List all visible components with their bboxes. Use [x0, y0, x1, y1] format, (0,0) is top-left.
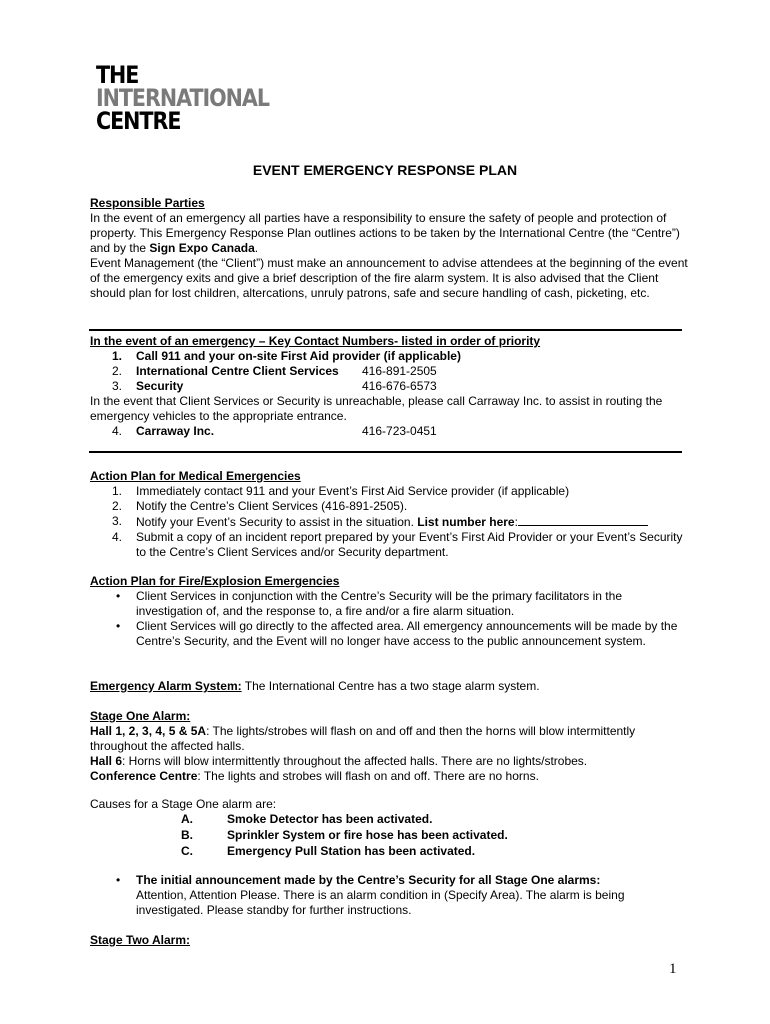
bullet-icon: • — [116, 619, 121, 633]
cause-letter: A. — [181, 812, 193, 826]
conference-label: Conference Centre — [90, 769, 198, 783]
step-tail: : — [514, 515, 518, 529]
contact-label: Call 911 and your on-site First Aid provider (if applicable) — [136, 349, 461, 363]
announcement-heading: The initial announcement made by the Centre’s Security for all Stage One alarms: — [136, 873, 601, 887]
responsible-parties-paragraph-1 — [90, 211, 690, 256]
contact-phone: 416-723-0451 — [362, 424, 437, 438]
bullet-icon: • — [116, 589, 121, 603]
step-index: 4. — [112, 530, 123, 544]
stage-two-section — [90, 933, 690, 948]
divider — [89, 329, 682, 331]
fire-bullet — [90, 619, 690, 649]
causes-intro: Causes for a Stage One alarm are: — [90, 797, 277, 811]
divider — [89, 451, 682, 453]
contact-item — [90, 379, 690, 394]
list-number-label: List number here — [417, 515, 515, 529]
medical-step — [90, 484, 690, 499]
logo-line-the: THE — [96, 61, 139, 89]
client-name: Sign Expo Canada — [149, 241, 255, 255]
step-text: Submit a copy of an incident report prepared by your Event’s First Aid Provider or your Event’s Security to the Centre’s Client Services and/or Security department. — [136, 530, 683, 559]
stage-two-heading: Stage Two Alarm: — [90, 933, 191, 947]
medical-heading: Action Plan for Medical Emergencies — [90, 469, 301, 483]
hall6-text: : Horns will blow intermittently throughout the affected halls. There are no lights/strobes. — [122, 754, 588, 768]
cause-item — [90, 828, 690, 844]
key-contacts-section — [90, 334, 690, 439]
halls-text: : The lights/strobes will flash on and off and then the horns will blow intermittently throughout the affected halls. — [90, 724, 636, 753]
step-text: Immediately contact 911 and your Event’s First Aid Service provider (if applicable) — [136, 484, 570, 498]
step-text: Notify your Event’s Security to assist in the situation. — [136, 515, 418, 529]
stage-one-hall6 — [90, 754, 690, 769]
conference-text: : The lights and strobes will flash on and off. There are no horns. — [197, 769, 539, 783]
stage-one-heading: Stage One Alarm: — [90, 709, 191, 723]
contact-label: International Centre Client Services — [136, 364, 339, 378]
announcement-text: Attention, Attention Please. There is an alarm condition in (Specify Area). The alarm is being investigated. Please standby for further instructions. — [136, 888, 625, 917]
cause-text: Smoke Detector has been activated. — [227, 812, 433, 826]
halls-label: Hall 1, 2, 3, 4, 5 & 5A — [90, 724, 207, 738]
stage-one-conference — [90, 769, 690, 784]
contact-item — [90, 424, 690, 439]
cause-text: Sprinkler System or fire hose has been activated. — [227, 828, 508, 842]
responsible-parties-heading: Responsible Parties — [90, 196, 205, 210]
cause-item — [90, 812, 690, 828]
stage-one-halls — [90, 724, 690, 754]
contacts-note: In the event that Client Services or Security is unreachable, please call Carraway Inc. to assist in routing the emergency vehicles to the appropriate entrance. — [90, 394, 663, 423]
paragraph-text: In the event of an emergency all parties have a responsibility to ensure the safety of people and protection of property. This Emergency Response Plan outlines actions to be taken by the International Centre (the “Centre”) and by the — [90, 211, 680, 255]
medical-step — [90, 499, 690, 514]
contact-item — [90, 364, 690, 379]
contact-label: Security — [136, 379, 184, 393]
step-index: 3. — [112, 514, 123, 528]
hall6-label: Hall 6 — [90, 754, 123, 768]
logo-line-international: INTERNATIONAL — [96, 84, 269, 112]
key-contacts-heading: In the event of an emergency – Key Contact Numbers- listed in order of priority — [90, 334, 541, 348]
contact-phone: 416-891-2505 — [362, 364, 437, 378]
international-centre-logo — [96, 61, 296, 135]
bullet-text: Client Services in conjunction with the Centre’s Security will be the primary facilitators in the investigation of, and the response to, a fire and/or a fire alarm situation. — [136, 589, 622, 618]
cause-letter: C. — [181, 844, 193, 858]
bullet-text: Client Services will go directly to the affected area. All emergency announcements will be made by the Centre’s Security, and the Event will no longer have access to the public announcement system. — [136, 619, 678, 648]
contact-number-index: 3. — [112, 379, 123, 393]
contact-number-index: 1. — [112, 349, 123, 363]
fill-in-blank[interactable] — [518, 514, 648, 526]
step-index: 1. — [112, 484, 123, 498]
step-index: 2. — [112, 499, 123, 513]
alarm-system-line — [90, 679, 690, 694]
causes-section — [90, 797, 690, 860]
contact-label: Carraway Inc. — [136, 424, 215, 438]
contact-number-index: 2. — [112, 364, 123, 378]
contact-item — [90, 349, 690, 364]
page-number: 1 — [669, 961, 677, 977]
step-text: Notify the Centre’s Client Services (416-891-2505). — [136, 499, 408, 513]
cause-text: Emergency Pull Station has been activated. — [227, 844, 476, 858]
alarm-system-section — [90, 679, 690, 694]
bullet-icon: • — [116, 873, 121, 887]
medical-step — [90, 530, 690, 560]
medical-emergencies-section — [90, 469, 690, 560]
page-title: EVENT EMERGENCY RESPONSE PLAN — [252, 162, 518, 178]
announcement-bullet — [90, 873, 690, 918]
paragraph-end: . — [254, 241, 259, 255]
alarm-system-text: The International Centre has a two stage alarm system. — [241, 679, 540, 693]
alarm-system-heading: Emergency Alarm System: — [90, 679, 242, 693]
contact-phone: 416-676-6573 — [362, 379, 437, 393]
announcement-section — [90, 873, 690, 918]
stage-one-section — [90, 709, 690, 784]
cause-item — [90, 844, 690, 860]
responsible-parties-section — [90, 196, 690, 301]
logo-line-centre: CENTRE — [96, 107, 181, 135]
fire-emergencies-section — [90, 574, 690, 649]
contact-number-index: 4. — [112, 424, 123, 438]
fire-heading: Action Plan for Fire/Explosion Emergencies — [90, 574, 340, 588]
cause-letter: B. — [181, 828, 193, 842]
responsible-parties-paragraph-2: Event Management (the “Client”) must make an announcement to advise attendees at the beginning of the event of the emergency exits and give a brief description of the fire alarm system. It is also advised that the Client should plan for lost children, altercations, unruly patrons, safe and secure handling of cash, picketing, etc. — [90, 256, 688, 300]
fire-bullet — [90, 589, 690, 619]
medical-step — [90, 514, 690, 530]
